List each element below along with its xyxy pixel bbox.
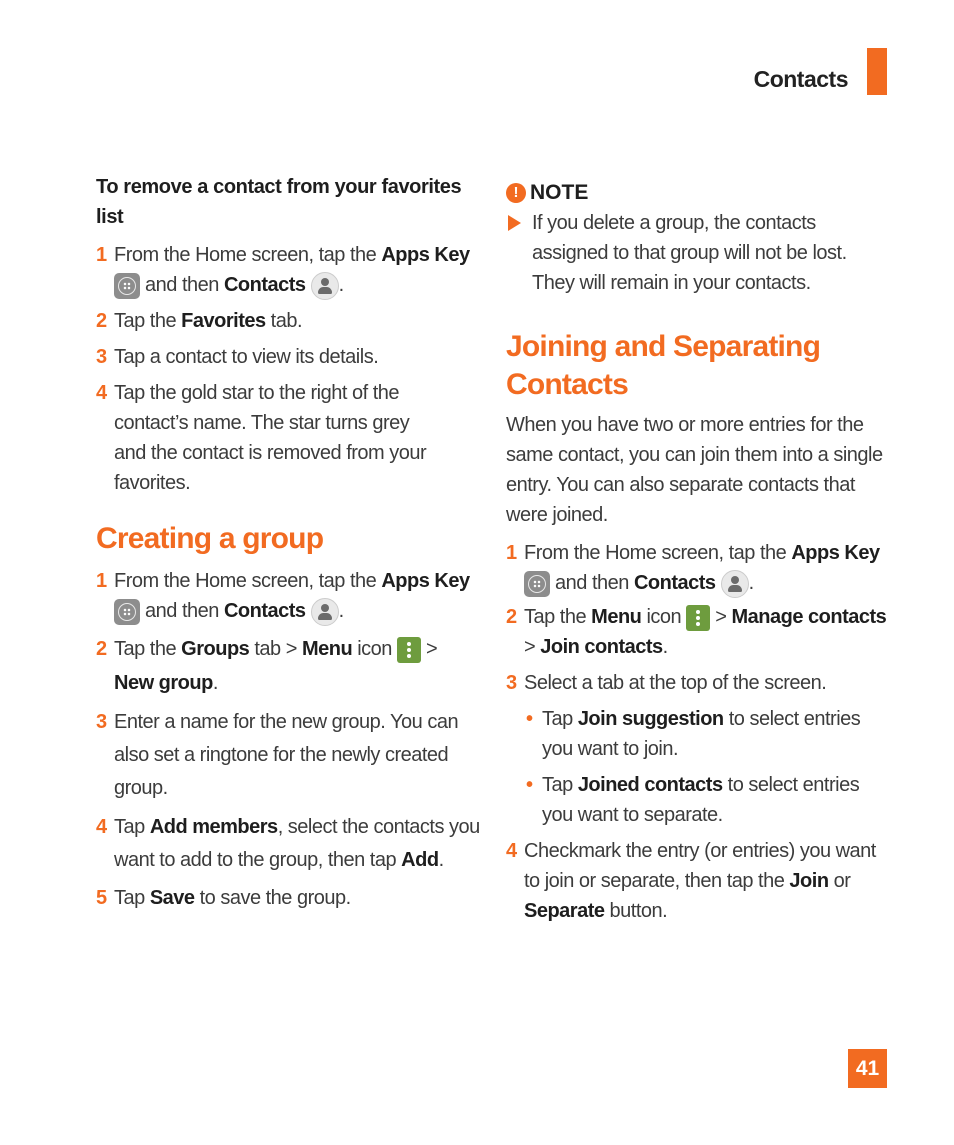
- remove-favorites-heading: To remove a contact from your favorites list: [96, 176, 462, 228]
- note-heading: ! NOTE: [506, 178, 892, 208]
- contacts-icon: [721, 570, 749, 598]
- menu-icon: [686, 605, 710, 631]
- running-header-title: Contacts: [753, 66, 848, 92]
- remove-step-4: 4 Tap the gold star to the right of the contact’s name. The star turns grey and the contact is removed from your favorites.: [96, 382, 427, 494]
- join-step-2: 2 Tap the Menu icon > Manage contacts > Join contacts.: [506, 606, 887, 658]
- joining-separating-heading: Joining and Separating Contacts: [506, 330, 821, 401]
- group-step-2: 2 Tap the Groups tab > Menu icon > New group.: [96, 638, 438, 694]
- right-column: [506, 178, 892, 926]
- alert-icon: !: [506, 183, 526, 203]
- join-step-4: 4 Checkmark the entry (or entries) you want to join or separate, then tap the Join or Separate button.: [506, 840, 876, 922]
- group-step-1: 1 From the Home screen, tap the Apps Key and then Contacts .: [96, 566, 480, 626]
- remove-step-3: 3 Tap a contact to view its details.: [96, 346, 379, 368]
- join-intro: When you have two or more entries for the same contact, you can join them into a single entry. You can also separate contacts that were joined.: [506, 414, 883, 526]
- page-number: 41: [848, 1049, 887, 1088]
- contacts-icon: [311, 598, 339, 626]
- creating-group-heading: Creating a group: [96, 522, 324, 555]
- group-step-5: 5 Tap Save to save the group.: [96, 887, 351, 909]
- apps-key-icon: [114, 599, 140, 625]
- bullet-join-suggestion: • Tap Join suggestion to select entries you want to join.: [526, 708, 861, 760]
- header-accent-bar: [867, 48, 887, 95]
- apps-key-icon: [524, 571, 550, 597]
- note-body: If you delete a group, the contacts assigned to that group will not be lost. They will remain in your contacts.: [506, 208, 892, 298]
- join-step-3: 3 Select a tab at the top of the screen.: [506, 672, 827, 694]
- bullet-joined-contacts: • Tap Joined contacts to select entries you want to separate.: [526, 774, 860, 826]
- menu-icon: [397, 637, 421, 663]
- triangle-bullet-icon: [508, 215, 521, 231]
- group-step-4: 4 Tap Add members, select the contacts you want to add to the group, then tap Add.: [96, 816, 480, 871]
- remove-step-2: 2 Tap the Favorites tab.: [96, 310, 303, 332]
- apps-key-icon: [114, 273, 140, 299]
- left-column: [96, 172, 480, 913]
- remove-step-1: 1 From the Home screen, tap the Apps Key and then Contacts .: [96, 240, 480, 300]
- contacts-icon: [311, 272, 339, 300]
- join-step-1: 1 From the Home screen, tap the Apps Key and then Contacts .: [506, 538, 892, 598]
- group-step-3: 3 Enter a name for the new group. You can also set a ringtone for the newly created group.: [96, 711, 459, 799]
